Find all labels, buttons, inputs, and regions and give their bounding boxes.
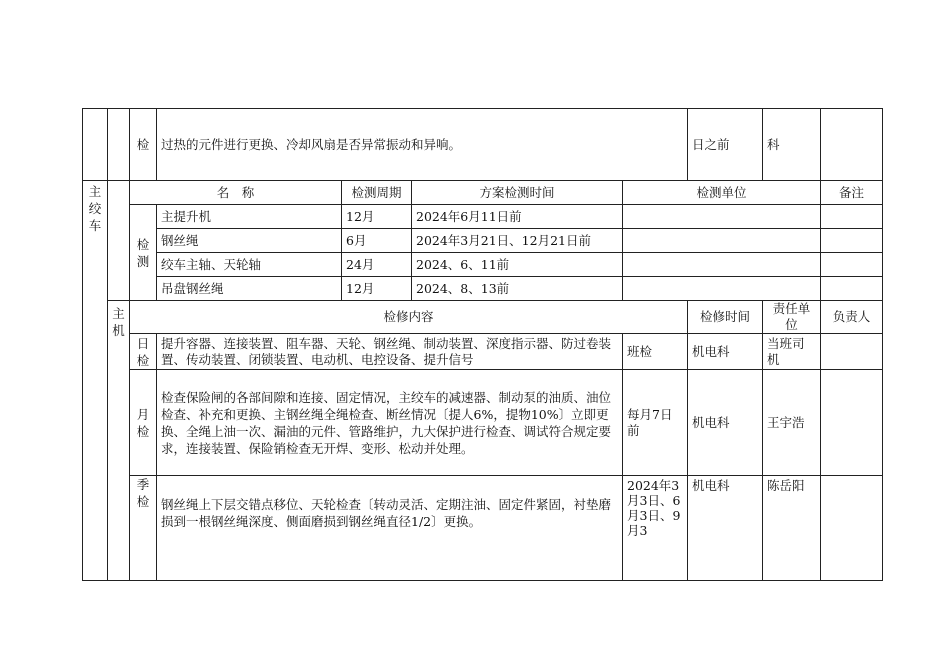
row-label: 月检 [130, 370, 157, 476]
testing-period: 24月 [342, 253, 412, 277]
testing-note [821, 277, 883, 301]
row-label: 日检 [130, 334, 157, 370]
testing-unit [623, 205, 821, 229]
testing-name: 吊盘钢丝绳 [157, 277, 342, 301]
blank-cell [821, 109, 883, 181]
row-unit: 机电科 [688, 370, 763, 476]
top-row-content: 过热的元件进行更换、冷却风扇是否异常振动和异响。 [157, 109, 688, 181]
top-continuation-row [83, 109, 883, 181]
blank-cell [108, 109, 130, 181]
blank-cell [83, 109, 108, 181]
testing-period: 12月 [342, 205, 412, 229]
row-person: 当班司机 [763, 334, 821, 370]
testing-unit [623, 253, 821, 277]
header-person: 负责人 [821, 301, 883, 334]
row-note [821, 476, 883, 581]
row-content: 检查保险闸的各部间隙和连接、固定情况，主绞车的减速器、制动泵的油质、油位检查、补充和更换、主钢丝绳全绳检查、断丝情况〔提人6%，提物10%〕立即更换、全绳上油一次、漏油的元件、管路维护，九大保护进行检查、调试符合规定要求，连接装置、保险销检查无开焊、变形、松动并处理。 [157, 370, 623, 476]
header-content: 检修内容 [130, 301, 688, 334]
row-label: 季检 [130, 476, 157, 511]
row-time: 每月7日前 [623, 370, 688, 476]
testing-row [83, 205, 883, 229]
row-content: 钢丝绳上下层交错点移位、天轮检查〔转动灵活、定期注油、固定件紧固，衬垫磨损到一根钢丝绳深度、侧面磨损到钢丝绳直径1/2〕更换。 [157, 476, 623, 581]
header-unit: 责任单位 [763, 301, 821, 334]
testing-period: 12月 [342, 277, 412, 301]
testing-schedule: 2024年6月11日前 [412, 205, 623, 229]
row-person: 陈岳阳 [763, 476, 821, 581]
row-person: 王宇浩 [763, 370, 821, 476]
header-schedule: 方案检测时间 [412, 181, 623, 205]
testing-period: 6月 [342, 229, 412, 253]
header-name: 名 称 [130, 181, 342, 205]
testing-row [83, 229, 883, 253]
main-row [83, 334, 883, 370]
testing-schedule: 2024、8、13前 [412, 277, 623, 301]
row-unit: 机电科 [688, 476, 763, 581]
main-header-row [83, 301, 883, 334]
row-time: 2024年3月3日、6月3日、9月3 [623, 476, 688, 581]
top-row-time: 日之前 [688, 109, 763, 181]
testing-label: 检测 [130, 205, 157, 301]
testing-header-row [83, 181, 883, 205]
testing-note [821, 253, 883, 277]
row-note [821, 370, 883, 476]
header-period: 检测周期 [342, 181, 412, 205]
testing-note [821, 205, 883, 229]
testing-name: 钢丝绳 [157, 229, 342, 253]
blank-cell [108, 181, 130, 301]
testing-name: 主提升机 [157, 205, 342, 229]
row-unit: 机电科 [688, 334, 763, 370]
row-note [821, 334, 883, 370]
row-time: 班检 [623, 334, 688, 370]
testing-name: 绞车主轴、天轮轴 [157, 253, 342, 277]
maintenance-table [82, 108, 883, 581]
testing-unit [623, 277, 821, 301]
main-machine-label: 主机 [108, 301, 130, 581]
blank-cell [130, 510, 157, 580]
top-row-unit: 科 [763, 109, 821, 181]
testing-row [83, 277, 883, 301]
header-unit: 检测单位 [623, 181, 821, 205]
top-row-label: 检 [130, 109, 157, 181]
testing-unit [623, 229, 821, 253]
main-row [83, 370, 883, 476]
header-note: 备注 [821, 181, 883, 205]
testing-row [83, 253, 883, 277]
testing-note [821, 229, 883, 253]
main-row [83, 476, 883, 511]
row-content: 提升容器、连接装置、阻车器、天轮、钢丝绳、制动装置、深度指示器、防过卷装置、传动装置、闭锁装置、电动机、电控设备、提升信号 [157, 334, 623, 370]
header-time: 检修时间 [688, 301, 763, 334]
section-label: 主绞车 [83, 181, 108, 581]
testing-schedule: 2024、6、11前 [412, 253, 623, 277]
testing-schedule: 2024年3月21日、12月21日前 [412, 229, 623, 253]
